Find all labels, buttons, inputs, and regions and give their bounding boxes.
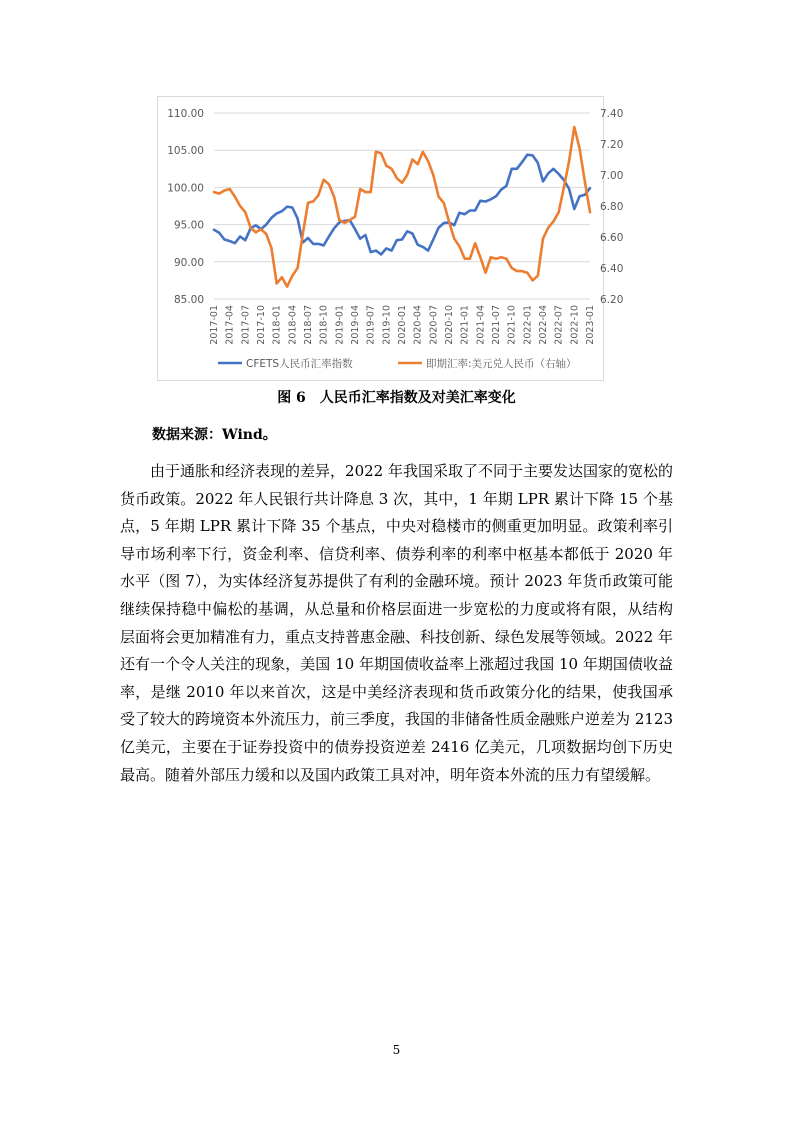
x-tick-label: 2023-01 <box>585 305 596 345</box>
x-tick-label: 2019-07 <box>365 305 377 345</box>
x-tick-label: 2019-04 <box>350 305 361 345</box>
y-left-tick-label: 85.00 <box>173 294 204 306</box>
legend-entry: CFETS人民币汇率指数 <box>246 358 353 370</box>
x-tick-label: 2021-01 <box>459 305 471 345</box>
x-tick-label: 2017-01 <box>209 305 220 345</box>
x-tick-label: 2021-10 <box>506 305 518 345</box>
x-tick-label: 2020-07 <box>428 305 440 345</box>
x-tick-label: 2020-04 <box>412 305 424 345</box>
body-text <box>120 458 673 789</box>
y-right-tick-label: 6.40 <box>600 263 624 275</box>
series-line <box>214 127 590 287</box>
x-tick-label: 2018-01 <box>271 305 283 345</box>
x-tick-label: 2021-04 <box>475 305 487 345</box>
x-tick-label: 2022-07 <box>553 305 565 345</box>
x-tick-label: 2022-10 <box>569 305 581 345</box>
legend-entry: 即期汇率:美元兑人民币（右轴） <box>426 358 577 370</box>
x-tick-label: 2017-04 <box>224 305 236 345</box>
x-tick-label: 2018-04 <box>287 305 299 345</box>
x-tick-label: 2019-10 <box>381 305 393 345</box>
x-tick-label: 2019-01 <box>334 305 346 345</box>
y-right-tick-label: 7.40 <box>600 108 624 120</box>
x-tick-label: 2020-01 <box>397 305 408 345</box>
y-right-tick-label: 6.80 <box>600 201 624 213</box>
y-right-tick-label: 6.20 <box>600 294 624 306</box>
y-right-tick-label: 7.00 <box>600 170 624 182</box>
chart-container <box>157 96 624 381</box>
x-tick-label: 2020-10 <box>444 305 455 345</box>
y-left-tick-label: 110.00 <box>167 108 204 120</box>
x-tick-label: 2017-07 <box>240 305 252 345</box>
x-tick-label: 2017-10 <box>256 305 267 345</box>
figure-caption: 图 6 人民币汇率指数及对美汇率变化 <box>277 390 516 406</box>
x-tick-label: 2018-07 <box>303 305 314 345</box>
y-right-tick-label: 7.20 <box>600 139 624 151</box>
page-number: 5 <box>392 1043 401 1057</box>
x-tick-label: 2022-01 <box>522 305 534 345</box>
x-tick-label: 2018-10 <box>318 305 330 345</box>
y-left-tick-label: 105.00 <box>167 145 204 158</box>
y-left-tick-label: 95.00 <box>173 219 204 232</box>
x-tick-label: 2021-07 <box>491 305 502 345</box>
series-line <box>214 155 590 255</box>
y-left-tick-label: 100.00 <box>167 182 204 195</box>
data-source-note: 数据来源：Wind。 <box>152 427 277 443</box>
x-tick-label: 2022-04 <box>538 305 549 345</box>
y-right-tick-label: 6.60 <box>600 232 624 244</box>
line-chart <box>158 97 624 380</box>
y-left-tick-label: 90.00 <box>173 256 204 269</box>
paragraph: 由于通胀和经济表现的差异，2022 年我国采取了不同于主要发达国家的宽松的货币政策。2022 年人民银行共计降息 3 次，其中，1 年期 LPR 累计下降 15 个基点，5 年期 LPR 累计下降 35 个基点，中央对稳楼市的侧重更加明显。政策利率引导市场利率下行，资金利率、信贷利率、债券利率的利率中枢基本都低于 2020 年水平（图 7），为实体经济复苏提供了有利的金融环境。预计 2023 年货币政策可能继续保持稳中偏松的基调，从总量和价格层面进一步宽松的力度或将有限，从结构层面将会更加精准有力，重点支持普惠金融、科技创新、绿色发展等领域。2022 年还有一个令人关注的现象，美国 10 年期国债收益率上涨超过我国 10 年期国债收益率，是继 2010 年以来首次，这是中美经济表现和货币政策分化的结果，使我国承受了较大的跨境资本外流压力，前三季度，我国的非储备性质金融账户逆差为 2123 亿美元，主要在于证券投资中的债券投资逆差 2416 亿美元，几项数据均创下历史最高。随着外部压力缓和以及国内政策工具对冲，明年资本外流的压力有望缓解。 <box>120 462 673 784</box>
